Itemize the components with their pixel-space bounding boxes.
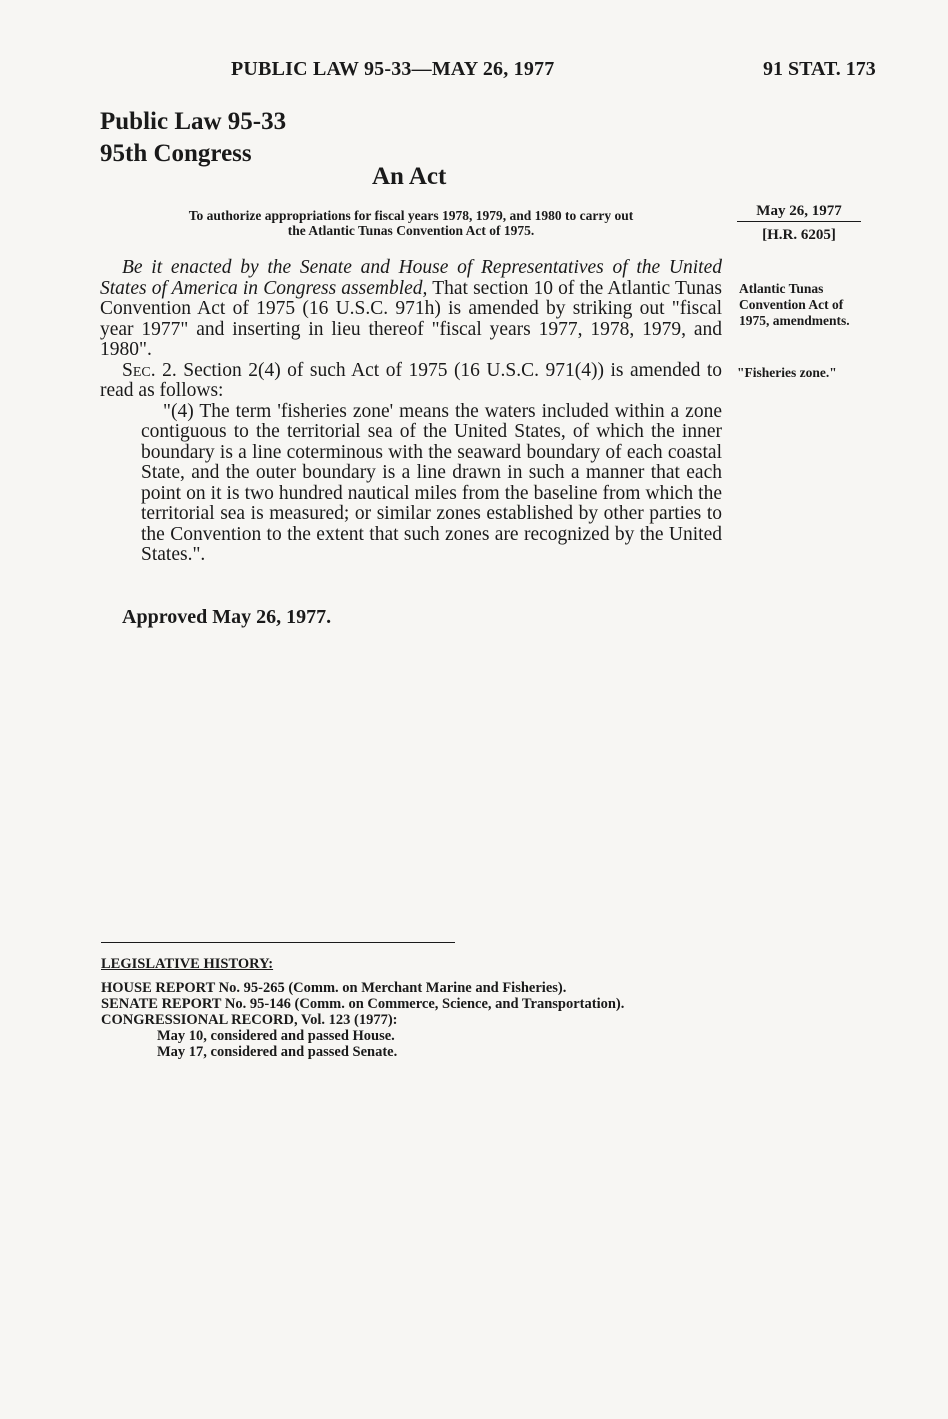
enacting-clause: Be it enacted by the Senate and House of Representatives of the United States of America in Congress assembled,	[100, 257, 722, 299]
law-title-block	[100, 106, 286, 170]
bill-number: [H.R. 6205]	[762, 227, 836, 243]
footer-divider	[101, 942, 455, 943]
legislative-history	[101, 956, 741, 1060]
statute-reference: 91 STAT. 173	[763, 58, 876, 80]
public-law-number: Public Law 95-33	[100, 108, 287, 135]
margin-date-block	[737, 203, 861, 244]
senate-report: SENATE REPORT No. 95-146 (Comm. on Commerce, Science, and Transportation).	[101, 996, 625, 1012]
section-1-text: That section 10 of the Atlantic Tunas Convention Act of 1975 (16 U.S.C. 971h) is amended by striking out "fiscal year 1977" and inserting in lieu thereof "fiscal years 1977, 1978, 1979, and 1980".	[100, 277, 722, 360]
purpose-line-1: To authorize appropriations for fiscal years 1978, 1979, and 1980 to carry out	[188, 208, 634, 223]
record-entry-house: May 10, considered and passed House.	[157, 1028, 395, 1044]
section-2-text: Section 2(4) of such Act of 1975 (16 U.S.C. 971(4)) is amended to read as follows:	[100, 359, 722, 401]
section-2-label: Sec. 2.	[122, 359, 177, 381]
running-title: PUBLIC LAW 95-33—MAY 26, 1977	[231, 58, 555, 80]
congress-number: 95th Congress	[100, 140, 252, 167]
purpose-line-2: the Atlantic Tunas Convention Act of 1975.	[287, 223, 535, 238]
quoted-definition: "(4) The term 'fisheries zone' means the waters included within a zone contiguous to the territorial sea of the United States, of which the inner boundary is a line coterminous with the seaward boundary of each coastal State, and the outer boundary is a line drawn in such a manner that each point on it is two hundred nautical miles from the baseline from which the territorial sea is measured; or similar zones established by other parties to the Convention to the extent that such zones are recognized by the United States.".	[141, 400, 722, 565]
congressional-record: CONGRESSIONAL RECORD, Vol. 123 (1977):	[101, 1012, 398, 1028]
record-entry-senate: May 17, considered and passed Senate.	[157, 1044, 398, 1060]
enactment-date: May 26, 1977	[737, 203, 861, 222]
act-body	[100, 258, 722, 566]
act-heading: An Act	[372, 163, 447, 190]
approval-date: Approved May 26, 1977.	[122, 606, 332, 628]
section-2-paragraph	[100, 361, 722, 402]
section-1-paragraph	[100, 258, 722, 361]
margin-note-amendments: Atlantic Tunas Convention Act of 1975, amendments.	[739, 281, 850, 328]
margin-note-fisheries-zone: "Fisheries zone."	[737, 365, 837, 380]
purpose-statement	[100, 208, 722, 238]
legislative-history-heading: LEGISLATIVE HISTORY:	[101, 956, 274, 972]
house-report: HOUSE REPORT No. 95-265 (Comm. on Merchant Marine and Fisheries).	[101, 980, 567, 996]
